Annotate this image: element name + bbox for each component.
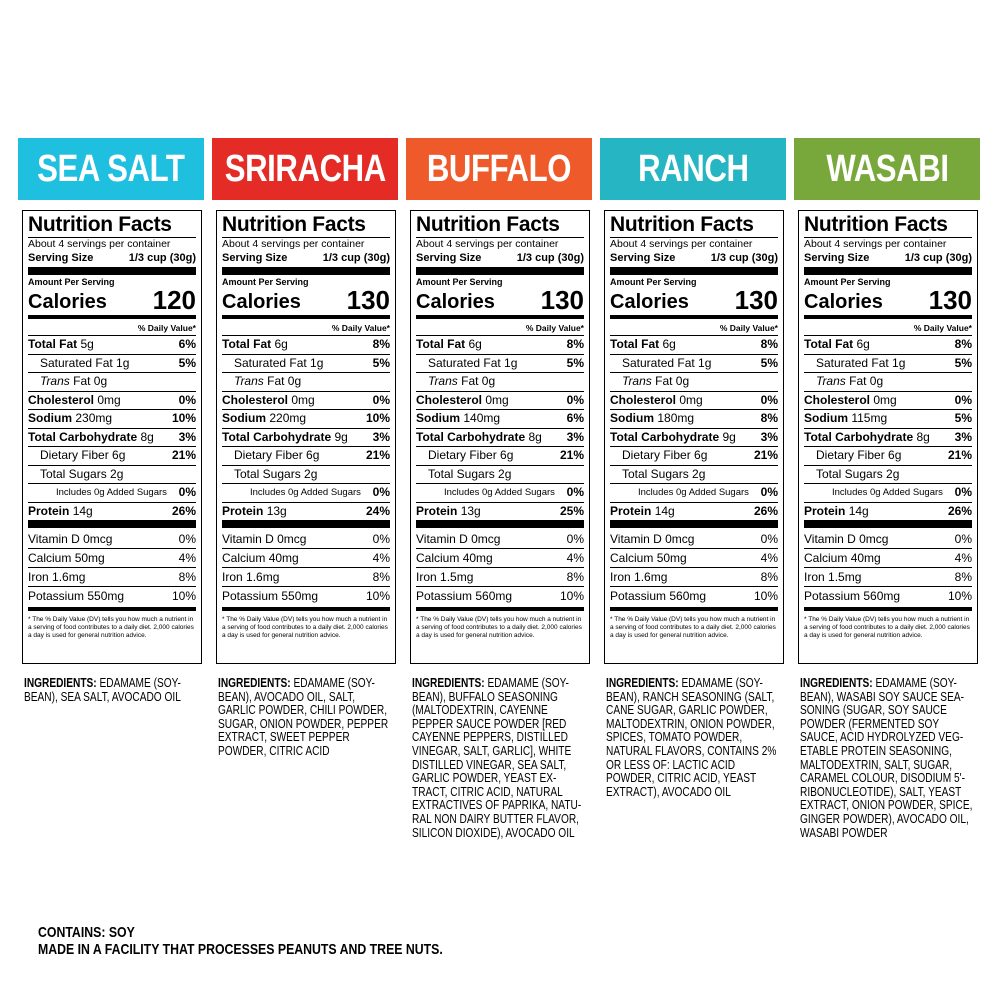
flavor-banner [794, 138, 980, 200]
daily-value-header: % Daily Value* [525, 323, 584, 333]
total-carbohydrate-row: Total Carbohydrate 8g 3% [416, 428, 584, 447]
total-fat-row: Total Fat 5g 6% [28, 335, 196, 354]
dietary-fiber-row: Dietary Fiber 6g 21% [610, 446, 778, 465]
amount-per-serving: Amount Per Serving [416, 277, 503, 287]
dietary-fiber-row: Dietary Fiber 6g 21% [804, 446, 972, 465]
saturated-fat-row: Saturated Fat 1g 5% [416, 354, 584, 373]
calories-value: 130 [734, 285, 778, 315]
flavor-column [600, 138, 786, 798]
serving-size-row: Serving Size 1/3 cup (30g) [28, 252, 196, 264]
iron-row: Iron 1.5mg 8% [416, 567, 584, 586]
saturated-fat-row: Saturated Fat 1g 5% [28, 354, 196, 373]
calories-value: 130 [540, 285, 584, 315]
flavor-column [212, 138, 398, 758]
cholesterol-row: Cholesterol 0mg 0% [416, 391, 584, 410]
calcium-row: Calcium 40mg 4% [222, 548, 390, 567]
trans-fat-row: Trans Fat 0g [804, 372, 972, 391]
trans-fat-row: Trans Fat 0g [610, 372, 778, 391]
daily-value-footnote: * The % Daily Value (DV) tells you how much a nutrient in a serving of food contributes to a daily diet. 2,000 calories a day is used for general nutrition advice. [416, 616, 582, 639]
serving-size-row: Serving Size 1/3 cup (30g) [804, 252, 972, 264]
calories-value: 120 [152, 285, 196, 315]
total-carbohydrate-row: Total Carbohydrate 9g 3% [222, 428, 390, 447]
potassium-row: Potassium 560mg 10% [804, 586, 972, 605]
calories-row: Calories 130 [804, 285, 972, 315]
nutrition-facts-panel [216, 210, 396, 664]
ingredients-text: EDAMAME (SOY-BEAN), BUFFALO SEASONING (MALTODEXTRIN, CAYENNE PEPPER SAUCE POWDER [RED CAYENNE PEPPERS, DISTILLED VINEGAR, SALT, GARLIC], WHITE DISTILLED VINEGAR, SEA SALT, GARLIC POWDER, YEAST EX-TRACT, CITRIC ACID, NATURAL EXTRACTIVES OF PAPRIKA, NATU-RAL NON DAIRY BUTTER FLAVOR, SILICON DIOXIDE), AVOCADO OIL [412, 675, 582, 840]
serving-size-row: Serving Size 1/3 cup (30g) [222, 252, 390, 264]
trans-fat-row: Trans Fat 0g [416, 372, 584, 391]
cholesterol-row: Cholesterol 0mg 0% [804, 391, 972, 410]
amount-per-serving: Amount Per Serving [28, 277, 115, 287]
amount-per-serving: Amount Per Serving [610, 277, 697, 287]
saturated-fat-row: Saturated Fat 1g 5% [804, 354, 972, 373]
flavor-column [406, 138, 592, 839]
nutrition-facts-panel [604, 210, 784, 664]
servings-per-container: About 4 servings per container [28, 238, 171, 250]
ingredients-text: EDAMAME (SOY-BEAN), WASABI SOY SAUCE SEA-SONING (SUGAR, SOY SAUCE POWDER (FERMENTED SOY SAUCE, ACID HYDROLYZED VEG-ETABLE PROTEIN SEASONING, MALTODEXTRIN, SALT, SUGAR, CARAMEL COLOUR, DISODIUM 5'-RIBONUCLEOTIDE), SALT, YEAST EXTRACT, ONION POWDER, SPICE, GINGER POWDER), AVOCADO OIL, WASABI POWDER [800, 675, 973, 840]
total-fat-row: Total Fat 6g 8% [804, 335, 972, 354]
trans-fat-row: Trans Fat 0g [222, 372, 390, 391]
flavor-name: SEA SALT [37, 147, 185, 190]
protein-row: Protein 13g 25% [416, 502, 584, 521]
daily-value-footnote: * The % Daily Value (DV) tells you how much a nutrient in a serving of food contributes to a daily diet. 2,000 calories a day is used for general nutrition advice. [222, 616, 388, 639]
added-sugars-row: Includes 0g Added Sugars 0% [222, 483, 390, 502]
calories-row: Calories 130 [222, 285, 390, 315]
iron-row: Iron 1.6mg 8% [610, 567, 778, 586]
sodium-row: Sodium 180mg 8% [610, 409, 778, 428]
daily-value-footnote: * The % Daily Value (DV) tells you how much a nutrient in a serving of food contributes to a daily diet. 2,000 calories a day is used for general nutrition advice. [28, 616, 194, 639]
protein-row: Protein 14g 26% [804, 502, 972, 521]
potassium-row: Potassium 550mg 10% [28, 586, 196, 605]
daily-value-footnote: * The % Daily Value (DV) tells you how much a nutrient in a serving of food contributes to a daily diet. 2,000 calories a day is used for general nutrition advice. [610, 616, 776, 639]
servings-per-container: About 4 servings per container [804, 238, 947, 250]
amount-per-serving: Amount Per Serving [222, 277, 309, 287]
nutrition-facts-panel [798, 210, 978, 664]
total-fat-row: Total Fat 6g 8% [222, 335, 390, 354]
iron-row: Iron 1.5mg 8% [804, 567, 972, 586]
flavor-name: SRIRACHA [224, 147, 386, 190]
daily-value-header: % Daily Value* [331, 323, 390, 333]
protein-row: Protein 13g 24% [222, 502, 390, 521]
ingredients-label: INGREDIENTS: [24, 675, 97, 690]
calories-value: 130 [346, 285, 390, 315]
calcium-row: Calcium 50mg 4% [28, 548, 196, 567]
daily-value-header: % Daily Value* [719, 323, 778, 333]
dietary-fiber-row: Dietary Fiber 6g 21% [28, 446, 196, 465]
nutrition-facts-title: Nutrition Facts [222, 213, 366, 236]
calories-row: Calories 130 [610, 285, 778, 315]
vitamin-d-row: Vitamin D 0mcg 0% [804, 532, 972, 546]
amount-per-serving: Amount Per Serving [804, 277, 891, 287]
calories-row: Calories 130 [416, 285, 584, 315]
ingredients-list [412, 676, 588, 839]
protein-row: Protein 14g 26% [610, 502, 778, 521]
added-sugars-row: Includes 0g Added Sugars 0% [28, 483, 196, 502]
added-sugars-row: Includes 0g Added Sugars 0% [804, 483, 972, 502]
ingredients-label: INGREDIENTS: [606, 675, 679, 690]
nutrition-facts-title: Nutrition Facts [610, 213, 754, 236]
flavor-banner [18, 138, 204, 200]
ingredients-label: INGREDIENTS: [412, 675, 485, 690]
flavor-banner [600, 138, 786, 200]
sodium-row: Sodium 140mg 6% [416, 409, 584, 428]
ingredients-list [606, 676, 782, 798]
daily-value-header: % Daily Value* [137, 323, 196, 333]
ingredients-list [218, 676, 394, 758]
total-sugars-row: Total Sugars 2g [610, 465, 778, 484]
iron-row: Iron 1.6mg 8% [28, 567, 196, 586]
protein-row: Protein 14g 26% [28, 502, 196, 521]
added-sugars-row: Includes 0g Added Sugars 0% [610, 483, 778, 502]
total-carbohydrate-row: Total Carbohydrate 9g 3% [610, 428, 778, 447]
serving-size-row: Serving Size 1/3 cup (30g) [610, 252, 778, 264]
ingredients-label: INGREDIENTS: [800, 675, 873, 690]
flavor-banner [406, 138, 592, 200]
added-sugars-row: Includes 0g Added Sugars 0% [416, 483, 584, 502]
facility-line: MADE IN A FACILITY THAT PROCESSES PEANUTS AND TREE NUTS. [38, 940, 443, 958]
servings-per-container: About 4 servings per container [416, 238, 559, 250]
nutrition-facts-panel [22, 210, 202, 664]
ingredients-text: EDAMAME (SOY-BEAN), AVOCADO OIL, SALT, GARLIC POWDER, CHILI POWDER, SUGAR, ONION POWDER, PEPPER EXTRACT, SWEET PEPPER POWDER, CITRIC ACID [218, 675, 389, 758]
ingredients-list [24, 676, 200, 703]
total-carbohydrate-row: Total Carbohydrate 8g 3% [28, 428, 196, 447]
sodium-row: Sodium 115mg 5% [804, 409, 972, 428]
potassium-row: Potassium 560mg 10% [610, 586, 778, 605]
sodium-row: Sodium 230mg 10% [28, 409, 196, 428]
iron-row: Iron 1.6mg 8% [222, 567, 390, 586]
serving-size-row: Serving Size 1/3 cup (30g) [416, 252, 584, 264]
ingredients-label: INGREDIENTS: [218, 675, 291, 690]
calories-row: Calories 120 [28, 285, 196, 315]
nutrition-facts-panel [410, 210, 590, 664]
vitamin-d-row: Vitamin D 0mcg 0% [28, 532, 196, 546]
nutrition-facts-title: Nutrition Facts [416, 213, 560, 236]
calories-value: 130 [928, 285, 972, 315]
allergen-statement [38, 925, 532, 958]
total-carbohydrate-row: Total Carbohydrate 8g 3% [804, 428, 972, 447]
total-fat-row: Total Fat 6g 8% [610, 335, 778, 354]
potassium-row: Potassium 560mg 10% [416, 586, 584, 605]
cholesterol-row: Cholesterol 0mg 0% [610, 391, 778, 410]
calcium-row: Calcium 40mg 4% [416, 548, 584, 567]
calcium-row: Calcium 50mg 4% [610, 548, 778, 567]
cholesterol-row: Cholesterol 0mg 0% [222, 391, 390, 410]
daily-value-footnote: * The % Daily Value (DV) tells you how much a nutrient in a serving of food contributes to a daily diet. 2,000 calories a day is used for general nutrition advice. [804, 616, 970, 639]
trans-fat-row: Trans Fat 0g [28, 372, 196, 391]
flavor-name: WASABI [825, 147, 949, 190]
vitamin-d-row: Vitamin D 0mcg 0% [610, 532, 778, 546]
potassium-row: Potassium 550mg 10% [222, 586, 390, 605]
ingredients-text: EDAMAME (SOY-BEAN), RANCH SEASONING (SALT, CANE SUGAR, GARLIC POWDER, MALTODEXTRIN, ONION POWDER, SPICES, TOMATO POWDER, NATURAL FLAVORS, CONTAINS 2% OR LESS OF: LACTIC ACID POWDER, CITRIC ACID, YEAST EXTRACT), AVOCADO OIL [606, 675, 777, 799]
sodium-row: Sodium 220mg 10% [222, 409, 390, 428]
flavor-column [794, 138, 980, 839]
ingredients-text: EDAMAME (SOY-BEAN), SEA SALT, AVOCADO OIL [24, 675, 181, 704]
nutrition-facts-title: Nutrition Facts [804, 213, 948, 236]
nutrition-facts-title: Nutrition Facts [28, 213, 172, 236]
saturated-fat-row: Saturated Fat 1g 5% [222, 354, 390, 373]
total-sugars-row: Total Sugars 2g [416, 465, 584, 484]
vitamin-d-row: Vitamin D 0mcg 0% [416, 532, 584, 546]
saturated-fat-row: Saturated Fat 1g 5% [610, 354, 778, 373]
total-sugars-row: Total Sugars 2g [804, 465, 972, 484]
cholesterol-row: Cholesterol 0mg 0% [28, 391, 196, 410]
dietary-fiber-row: Dietary Fiber 6g 21% [416, 446, 584, 465]
total-sugars-row: Total Sugars 2g [222, 465, 390, 484]
dietary-fiber-row: Dietary Fiber 6g 21% [222, 446, 390, 465]
ingredients-list [800, 676, 976, 839]
total-sugars-row: Total Sugars 2g [28, 465, 196, 484]
flavor-column [18, 138, 204, 703]
flavor-banner [212, 138, 398, 200]
flavor-name: RANCH [637, 147, 749, 190]
vitamin-d-row: Vitamin D 0mcg 0% [222, 532, 390, 546]
servings-per-container: About 4 servings per container [222, 238, 365, 250]
flavor-name: BUFFALO [426, 147, 572, 190]
total-fat-row: Total Fat 6g 8% [416, 335, 584, 354]
daily-value-header: % Daily Value* [913, 323, 972, 333]
servings-per-container: About 4 servings per container [610, 238, 753, 250]
contains-line: CONTAINS: SOY [38, 924, 135, 941]
calcium-row: Calcium 40mg 4% [804, 548, 972, 567]
